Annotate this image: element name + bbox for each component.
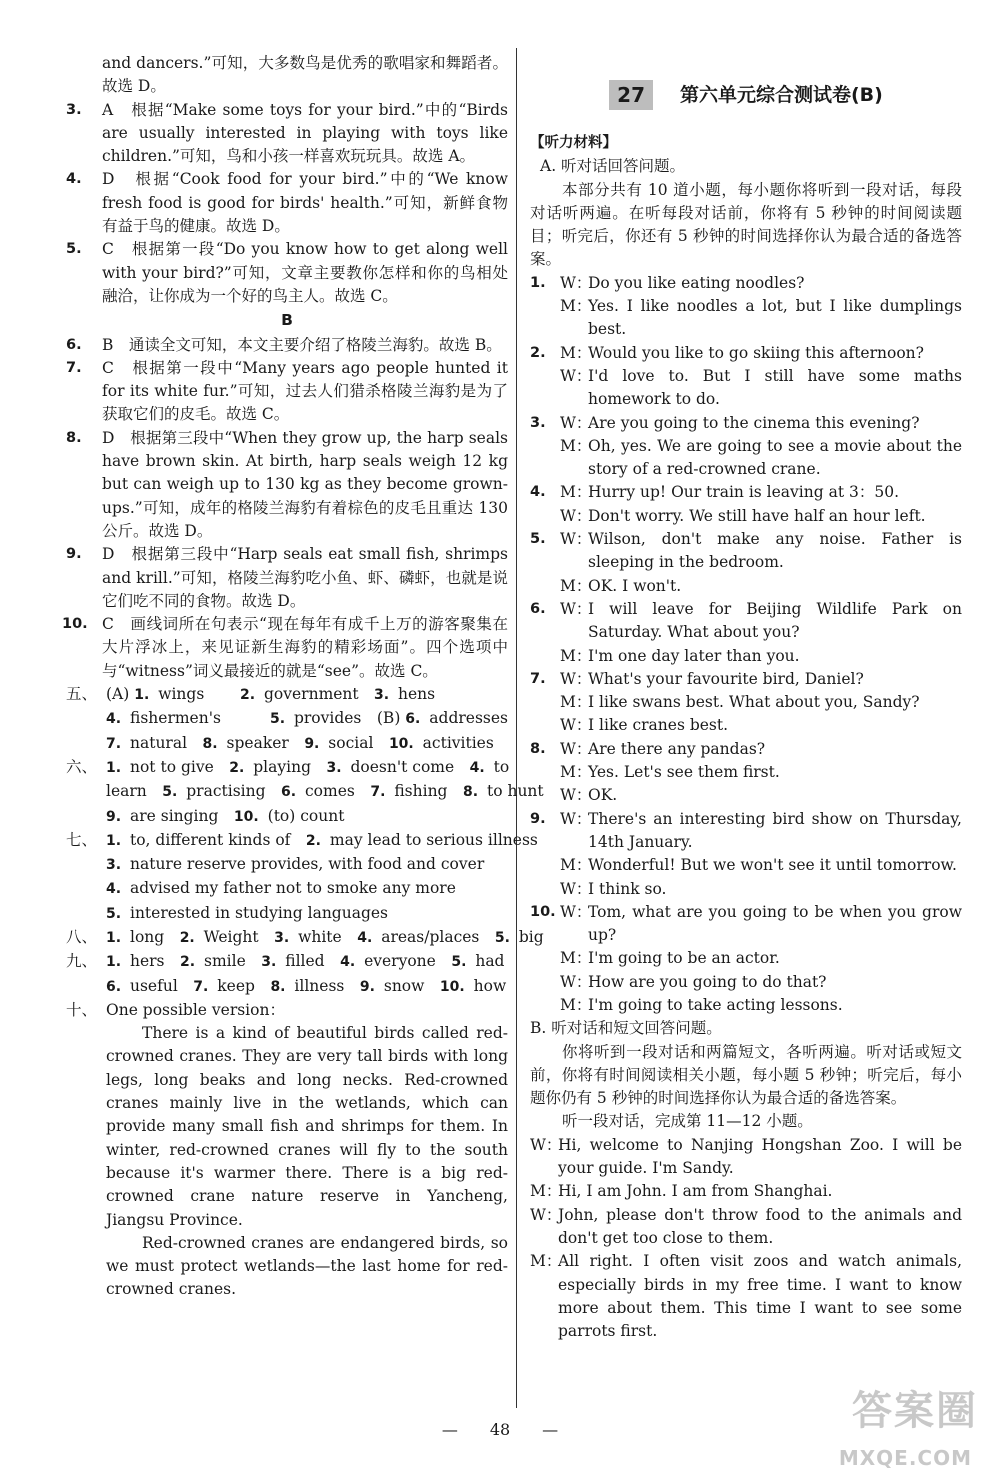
dialogue-line [530, 575, 962, 598]
item-number: 3. [66, 101, 82, 118]
answer-number: 10. [233, 808, 259, 825]
dialogue-text: I'm going to take acting lessons. [588, 995, 843, 1014]
dialogue-number: 5. [530, 531, 546, 548]
dialogues [530, 272, 962, 1018]
answer-number: 6. [405, 711, 421, 728]
dialogue-text: Wonderful! But we won't see it until tomorrow. [588, 856, 957, 875]
dialogue-text: Hi, I am John. I am from Shanghai. [558, 1182, 833, 1201]
dialogue-line [530, 435, 962, 482]
dialogue-text: Hurry up! Our train is leaving at 3：50. [588, 483, 899, 502]
speaker: M： [560, 483, 592, 502]
dialogue-line [530, 854, 962, 877]
item-number: 9. [66, 546, 82, 563]
answer-row-cells [106, 683, 508, 707]
answer-row-cells [106, 829, 538, 853]
dialogue-line [530, 668, 962, 691]
answer-number: 10. [439, 978, 465, 995]
speaker: M： [560, 856, 592, 875]
speaker: W： [560, 366, 592, 385]
item-number: 8. [66, 429, 82, 446]
speaker: W： [560, 599, 592, 618]
answer-row [66, 902, 508, 926]
answer-number: 4. [106, 711, 122, 728]
answer-number: 7. [370, 784, 386, 801]
dialogue-number [530, 971, 560, 994]
right-column [530, 52, 962, 1343]
essay-label: 十、 [66, 1000, 98, 1019]
dialogue-text: I'd love to. But I still have some maths homework to do. [588, 366, 962, 409]
dialogue-text: All right. I often visit zoos and watch animals, especially birds in my free time. I want to know more about them. This time I want to see some parrots first. [558, 1252, 962, 1341]
item-text: D 根据第三段中“Harp seals eat small fish, shrimps and krill.”可知，格陵兰海豹吃小鱼、虾、磷虾，也就是说它们吃不同的食物。故选 D。 [102, 545, 508, 610]
dialogue-line [530, 598, 962, 645]
part-b-sub: 听一段对话，完成第 11—12 小题。 [562, 1112, 813, 1131]
answer-item [66, 238, 508, 308]
answer-number: 4. [106, 881, 122, 898]
answer-number: 3. [106, 857, 122, 874]
dialogue-line [530, 878, 962, 901]
answer-cell: 9. are singing 10. (to) count [106, 806, 345, 825]
dialogue-line [530, 738, 962, 761]
answer-row [66, 683, 508, 707]
zoo-dialogue-line [530, 1180, 962, 1203]
item-number: 6. [66, 336, 82, 353]
dialogue-text: I like swans best. What about you, Sandy? [588, 693, 920, 712]
speaker: W： [560, 902, 592, 921]
speaker: M： [530, 1252, 562, 1271]
dialogue-number: 4. [530, 484, 546, 501]
dialogue-text: Yes. I like noodles a lot, but I like dumplings best. [588, 297, 962, 339]
answer-cell: 2. government [240, 685, 359, 704]
speaker: M： [530, 1182, 562, 1201]
answer-row-label [66, 732, 106, 756]
speaker: W： [560, 739, 592, 758]
essay [66, 1022, 508, 1302]
answer-row [66, 975, 508, 999]
answer-number: 4. [340, 954, 356, 971]
answer-row-cells [106, 975, 508, 999]
dialogue-number: 6. [530, 600, 546, 617]
dialogue-number: 2. [530, 344, 546, 361]
answer-number: 1. [134, 687, 150, 704]
speaker: M： [560, 343, 592, 362]
answer-number: 6. [106, 978, 122, 995]
dialogue-text: Tom, what are you going to be when you grow up? [588, 902, 962, 945]
dialogue-number [530, 435, 560, 482]
unit-number: 27 [609, 80, 653, 110]
dialogue-text: Are you going to the cinema this evening? [588, 413, 920, 432]
answer-row [66, 926, 544, 950]
answer-row [66, 877, 508, 901]
dialogue-line [530, 272, 962, 295]
dialogue-line [530, 412, 962, 435]
answer-number: 2. [240, 687, 256, 704]
zoo-dialogue [530, 1134, 962, 1344]
speaker: M： [560, 949, 592, 968]
answer-number: 5. [106, 905, 122, 922]
speaker: W： [560, 972, 592, 991]
answer-number: 9. [106, 808, 122, 825]
dialogue-text: Don't worry. We still have half an hour left. [588, 506, 926, 525]
dialogue-number [530, 645, 560, 668]
answer-number: 5. [162, 784, 178, 801]
essay-paragraph: Red-crowned cranes are endangered birds, so we must protect wetlands—the last home for red-crowned cranes. [106, 1233, 508, 1299]
dialogue-number [530, 365, 560, 412]
dialogue-line [530, 714, 962, 737]
dialogue-number: 10. [530, 903, 556, 920]
dialogue-line [530, 691, 962, 714]
left-column [62, 52, 544, 1302]
answer-number: 2. [179, 929, 195, 946]
answer-number: 4. [469, 759, 485, 776]
answer-row [66, 707, 508, 731]
dialogue-text: Oh, yes. We are going to see a movie about the story of a red-crowned crane. [588, 436, 962, 479]
dialogue-line [530, 784, 962, 807]
watermark-logo: 答案圈 [852, 1388, 978, 1434]
speaker: M： [560, 646, 592, 665]
dialogue-line [530, 342, 962, 365]
dialogue-text: I'm one day later than you. [588, 646, 800, 665]
answer-number: 3. [326, 759, 342, 776]
dialogue-number [530, 691, 560, 714]
answer-cell: 1. not to give 2. playing 3. doesn't come 4. to [106, 757, 510, 776]
answer-item [66, 543, 508, 613]
answer-row-label [66, 780, 106, 804]
answer-row-cells [106, 756, 509, 780]
item-text: D 根据“Cook food for your bird.”中的“We know fresh food is good for birds' health.”可知，新鲜食物有益于鸟的健康。故选 D。 [102, 170, 508, 236]
dialogue-line [530, 947, 962, 970]
answer-row-cells [106, 902, 508, 926]
essay-header [66, 999, 508, 1022]
answer-item [66, 168, 508, 238]
answers-section-a [66, 99, 508, 309]
zoo-dialogue-line [530, 1250, 962, 1343]
answer-number: 4. [357, 929, 373, 946]
dialogue-number: 3. [530, 414, 546, 431]
part-a-instructions: 本部分共有 10 道小题，每小题你将听到一段对话，每段对话听两遍。在听每段对话前，你将有 5 秒钟的时间阅读题目；听完后，你还有 5 秒钟的时间选择你认为最合适的备选答案。 [530, 180, 962, 269]
answer-row-label: 五、 [66, 685, 98, 704]
item-text: A 根据“Make some toys for your bird.”中的“Birds are usually interested in playing with toys like children.”可知，鸟和小孩一样喜欢玩玩具。故选 A。 [102, 100, 508, 166]
dialogue-line [530, 505, 962, 528]
answer-row-label [66, 877, 106, 901]
dialogue-text: John, please don't throw food to the animals and don't get too close to them. [558, 1205, 962, 1247]
answer-item [62, 613, 508, 683]
answer-row-cells [106, 950, 508, 974]
dialogue-text: Would you like to go skiing this afternoon? [588, 343, 924, 362]
answer-row-cells [106, 877, 508, 901]
item-number: 10. [62, 616, 88, 633]
dialogue-number [530, 714, 560, 737]
part-a-heading: A. 听对话回答问题。 [540, 157, 686, 176]
answer-number: 7. [193, 978, 209, 995]
watermark-url: MXQE.COM [838, 1446, 972, 1470]
answer-row [66, 829, 538, 853]
dialogue-number [530, 575, 560, 598]
answer-number: 9. [304, 735, 320, 752]
unit-title: 第六单元综合测试卷(B) [679, 84, 883, 106]
answer-row-cells [106, 707, 508, 731]
answer-number: 3. [374, 687, 390, 704]
dialogue-number [530, 784, 560, 807]
speaker: M： [560, 576, 592, 595]
answer-number: 8. [270, 978, 286, 995]
answer-row-label: 七、 [66, 830, 98, 849]
answer-number: 8. [202, 735, 218, 752]
answer-cell: (A) 1. wings [106, 685, 205, 704]
dialogue-text: There's an interesting bird show on Thursday, 14th January. [588, 809, 962, 851]
answer-row-cells [106, 926, 544, 950]
dialogue-number: 8. [530, 740, 546, 757]
answer-row-cells [106, 780, 544, 804]
dialogue-text: OK. I won't. [588, 576, 682, 595]
item-text: B 通读全文可知，本文主要介绍了格陵兰海豹。故选 B。 [102, 335, 502, 354]
answer-item [66, 334, 508, 357]
answers-section-b [62, 334, 508, 683]
answer-rows [66, 683, 544, 999]
speaker: M： [560, 693, 592, 712]
dialogue-line [530, 808, 962, 855]
answer-row-label [66, 975, 106, 999]
answer-number: 10. [388, 735, 414, 752]
answer-number: 2. [305, 832, 321, 849]
materials-label: 【听力材料】 [530, 135, 617, 151]
dialogue-number [530, 854, 560, 877]
answer-row-label [66, 805, 106, 829]
answer-row-label [66, 853, 106, 877]
dialogue-number [530, 878, 560, 901]
zoo-dialogue-line [530, 1134, 962, 1181]
answer-row [66, 780, 544, 804]
part-b-heading: B. 听对话和短文回答问题。 [530, 1019, 722, 1038]
item-number: 5. [66, 241, 82, 258]
dialogue-number [530, 947, 560, 970]
answer-cell: 1. long 2. Weight 3. white 4. areas/places 5. big [106, 927, 544, 946]
dialogue-text: OK. [588, 786, 618, 805]
dialogue-line [530, 901, 962, 948]
item-text: C 画线词所在句表示“现在每年有成千上万的游客聚集在大片浮冰上，来见证新生海豹的精彩场面”。四个选项中与“witness”词义最接近的就是“see”。故选 C。 [102, 615, 508, 680]
dialogue-text: Hi, welcome to Nanjing Hongshan Zoo. I will be your guide. I'm Sandy. [558, 1135, 962, 1178]
dialogue-text: I like cranes best. [588, 716, 729, 735]
answer-cell: 5. provides (B) 6. addresses [269, 709, 508, 728]
answer-number: 3. [274, 929, 290, 946]
speaker: M： [560, 995, 592, 1014]
answer-row-cells [106, 732, 508, 756]
dialogue-text: What's your favourite bird, Daniel? [588, 669, 864, 688]
dialogue-line [530, 295, 962, 342]
section-b-label: B [281, 311, 293, 330]
dialogue-number [530, 761, 560, 784]
speaker: W： [560, 669, 592, 688]
dialogue-number: 7. [530, 670, 546, 687]
answer-item [66, 99, 508, 169]
intro-lines [66, 52, 508, 99]
answer-cell: 4. fishermen's [106, 709, 221, 728]
answer-number: 2. [229, 759, 245, 776]
speaker: W： [560, 809, 592, 828]
answer-row-label [66, 902, 106, 926]
answer-row [66, 756, 508, 780]
answer-row-label [66, 707, 106, 731]
answer-row [66, 805, 508, 829]
answer-item [66, 357, 508, 427]
item-text: C 根据第一段中“Many years ago people hunted it for its white fur.”可知，过去人们猎杀格陵兰海豹是为了获取它们的皮毛。故选 C。 [102, 358, 508, 424]
item-text: D 根据第三段中“When they grow up, the harp seals have brown skin. At birth, harp seals weigh 12 kg but can weigh up to 130 kg as they become grown-ups.”可知，成年的格陵兰海豹有着棕色的皮毛且重达 130 公斤。故选 D。 [102, 428, 508, 540]
dialogue-line [530, 761, 962, 784]
dialogue-number [530, 994, 560, 1017]
answer-number: 1. [106, 954, 122, 971]
unit-title-row [530, 80, 962, 110]
item-number: 7. [66, 359, 82, 376]
answer-cell: 7. natural 8. speaker 9. social 10. activities [106, 733, 494, 752]
part-b-instructions: 你将听到一段对话和两篇短文，各听两遍。听对话或短文前，你将有时间阅读相关小题，每小题 5 秒钟；听完后，每小题你仍有 5 秒钟的时间选择你认为最合适的备选答案。 [530, 1042, 962, 1108]
essay-heading: One possible version： [106, 1000, 285, 1019]
answer-cell: 4. advised my father not to smoke any more [106, 879, 456, 898]
dialogue-text: I think so. [588, 879, 667, 898]
answer-item [66, 427, 508, 543]
speaker: W： [530, 1135, 562, 1154]
page-number: — 48 — [441, 1420, 559, 1439]
zoo-dialogue-line [530, 1204, 962, 1251]
answer-row-label: 六、 [66, 757, 98, 776]
dialogue-number [530, 505, 560, 528]
answer-number: 1. [106, 832, 122, 849]
dialogue-text: Are there any pandas? [588, 739, 766, 758]
answer-number: 3. [261, 954, 277, 971]
answer-row [66, 853, 508, 877]
dialogue-text: I'm going to be an actor. [588, 949, 780, 968]
dialogue-text: Do you like eating noodles? [588, 273, 805, 292]
dialogue-number: 9. [530, 810, 546, 827]
column-divider [516, 48, 517, 1408]
dialogue-number: 1. [530, 274, 546, 291]
speaker: W： [560, 879, 592, 898]
essay-paragraph: There is a kind of beautiful birds called red-crowned cranes. They are very tall birds with long legs, long beaks and long necks. Red-crowned cranes mainly live in the wetlands, which can provide many small fish and shrimps for them. In winter, red-crowned cranes will fly to the south because it's warmer there. There is a big red-crowned crane nature reserve in Yancheng, Jiangsu Province. [106, 1024, 508, 1229]
speaker: W： [560, 530, 592, 549]
answer-row-label: 九、 [66, 952, 98, 971]
answer-number: 1. [106, 759, 122, 776]
item-text: C 根据第一段“Do you know how to get along well with your bird?”可知，文章主要教你怎样和你的鸟相处融洽，让你成为一个好的鸟主人。故选 C。 [102, 240, 508, 305]
item-number: 4. [66, 171, 82, 188]
intro-text: and dancers.”可知，大多数鸟是优秀的歌唱家和舞蹈者。故选 D。 [102, 54, 508, 96]
dialogue-line [530, 365, 962, 412]
answer-cell: learn 5. practising 6. comes 7. fishing 8. to hunt [106, 782, 544, 801]
answer-cell: 1. to, different kinds of 2. may lead to serious illness [106, 830, 538, 849]
answer-row-label: 八、 [66, 927, 98, 946]
answer-cell: 1. hers 2. smile 3. filled 4. everyone 5. had [106, 952, 505, 971]
answer-row-cells [106, 853, 508, 877]
answer-number: 5. [451, 954, 467, 971]
dialogue-line [530, 645, 962, 668]
speaker: W： [560, 716, 592, 735]
dialogue-text: How are you going to do that? [588, 972, 827, 991]
dialogue-text: I will leave for Beijing Wildlife Park on Saturday. What about you? [588, 599, 962, 642]
answer-number: 6. [281, 784, 297, 801]
dialogue-line [530, 528, 962, 575]
answer-number: 5. [494, 929, 510, 946]
dialogue-line [530, 481, 962, 504]
speaker: W： [560, 786, 592, 805]
speaker: M： [560, 297, 592, 316]
answer-number: 7. [106, 735, 122, 752]
speaker: W： [560, 413, 592, 432]
dialogue-number [530, 295, 560, 342]
answer-number: 8. [462, 784, 479, 801]
speaker: W： [560, 506, 592, 525]
answer-cell: 5. interested in studying languages [106, 903, 388, 922]
dialogue-line [530, 971, 962, 994]
dialogue-line [530, 994, 962, 1017]
answer-row [66, 950, 508, 974]
speaker: W： [560, 273, 592, 292]
dialogue-text: Yes. Let's see them first. [588, 763, 780, 782]
answer-number: 1. [106, 929, 122, 946]
answer-cell: 6. useful 7. keep 8. illness 9. snow 10. how [106, 976, 507, 995]
speaker: M： [560, 763, 592, 782]
answer-row-cells [106, 805, 508, 829]
answer-row [66, 732, 508, 756]
answer-number: 9. [359, 978, 375, 995]
speaker: M： [560, 436, 592, 455]
speaker: W： [530, 1205, 562, 1224]
answer-number: 5. [269, 711, 286, 728]
answer-cell: 3. hens [374, 685, 436, 704]
answer-number: 2. [180, 954, 196, 971]
answer-cell: 3. nature reserve provides, with food and cover [106, 855, 485, 874]
dialogue-text: Wilson, don't make any noise. Father is sleeping in the bedroom. [588, 530, 962, 572]
